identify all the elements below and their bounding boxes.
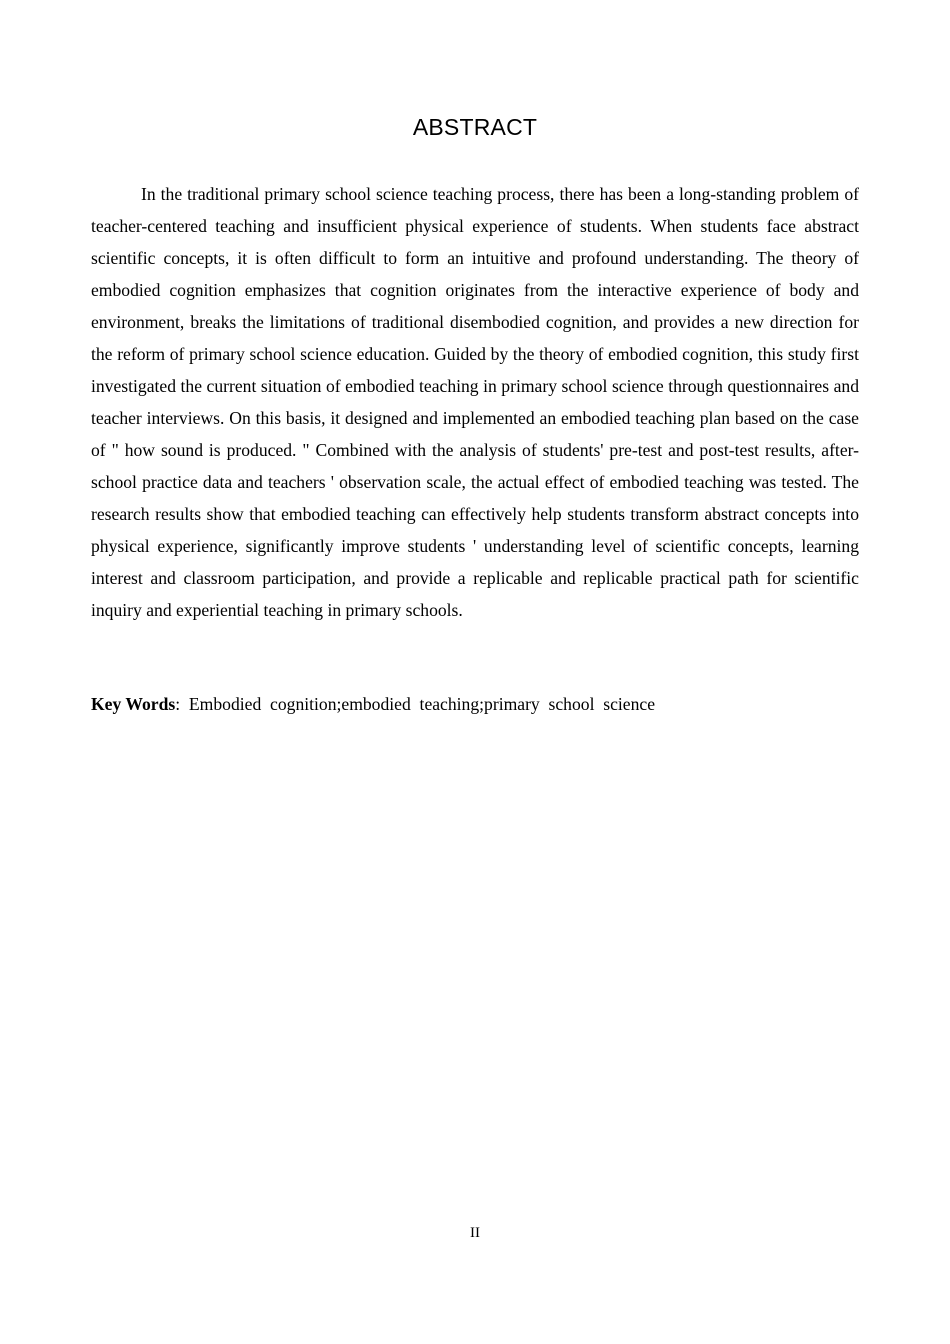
- page-number: II: [470, 1225, 480, 1241]
- keywords-separator: :: [175, 694, 189, 714]
- abstract-paragraph: In the traditional primary school science teaching process, there has been a long-standing problem of teacher-centered teaching and insufficient physical experience of students. When students face abstract scientific concepts, it is often difficult to form an intuitive and profound understanding. The theory of embodied cognition emphasizes that cognition originates from the interactive experience of body and environment, breaks the limitations of traditional disembodied cognition, and provides a new direction for the reform of primary school science education. Guided by the theory of embodied cognition, this study first investigated the current situation of embodied teaching in primary school science through questionnaires and teacher interviews. On this basis, it designed and implemented an embodied teaching plan based on the case of " how sound is produced. " Combined with the analysis of students' pre-test and post-test results, after-school practice data and teachers ' observation scale, the actual effect of embodied teaching was tested. The research results show that embodied teaching can effectively help students transform abstract concepts into physical experience, significantly improve students ' understanding level of scientific concepts, learning interest and classroom participation, and provide a replicable and replicable practical path for scientific inquiry and experiential teaching in primary schools.: [91, 184, 859, 620]
- keywords-value: Embodied cognition;embodied teaching;primary school science: [188, 694, 656, 714]
- keywords-label: Key Words: [91, 694, 176, 714]
- abstract-title: ABSTRACT: [412, 114, 538, 140]
- keywords-line: [91, 688, 859, 720]
